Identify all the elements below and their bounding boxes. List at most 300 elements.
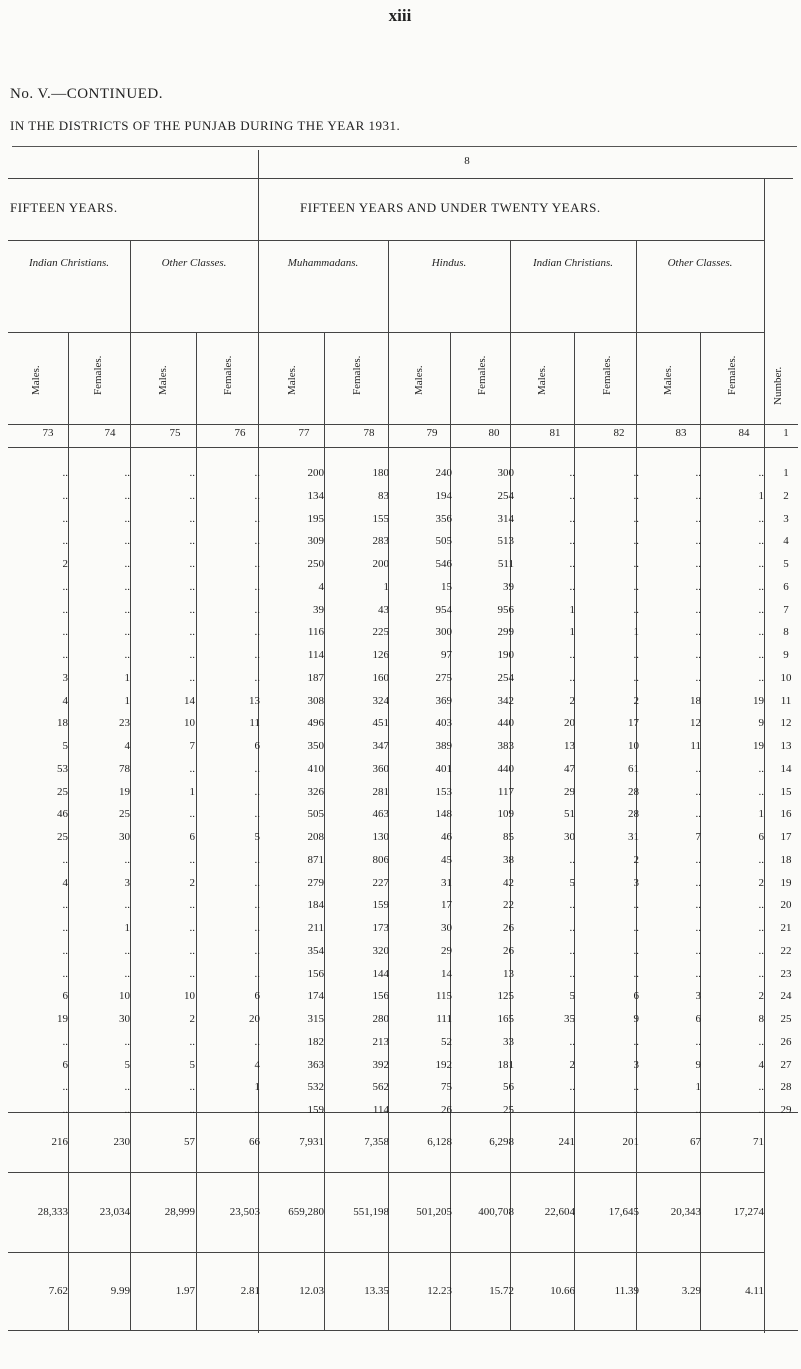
row-number: 25 [780, 1013, 792, 1025]
table-cell: 31 [441, 876, 452, 889]
table-cell: 320 [372, 944, 389, 957]
table-cell: 159 [372, 899, 389, 912]
table-cell: 30 [564, 831, 575, 843]
col-header: Males. [662, 365, 674, 395]
table-cell: 19 [119, 785, 130, 798]
table-cell: 116 [307, 626, 324, 639]
table-cell: .. [633, 967, 639, 980]
table-cell: 1 [383, 580, 389, 593]
table-cell: 30 [119, 831, 130, 843]
table-cell: 7 [189, 740, 195, 752]
table-cell: 410 [307, 762, 324, 775]
table-cell: 156 [307, 967, 324, 980]
ratio-cell: 11.39 [614, 1285, 639, 1297]
table-cell: 383 [497, 740, 514, 752]
table-cell: 28 [628, 785, 639, 798]
table-cell: .. [569, 899, 575, 912]
column-number: 84 [738, 427, 750, 439]
table-cell: .. [758, 535, 764, 548]
table-cell: .. [633, 512, 639, 525]
row-number: 26 [780, 1035, 792, 1048]
table-cell: 42 [503, 876, 514, 889]
table-cell: .. [254, 1035, 260, 1048]
table-cell: .. [633, 535, 639, 548]
table-cell: 14 [184, 694, 195, 707]
table-cell: 254 [497, 671, 514, 684]
subgroup-label: Other Classes. [667, 257, 733, 269]
column-number: 81 [549, 427, 561, 439]
table-cell: 83 [378, 489, 389, 502]
table-cell: 314 [497, 512, 514, 525]
table-cell: .. [569, 467, 575, 479]
row-number: 12 [780, 717, 792, 730]
table-cell: .. [189, 671, 195, 684]
table-cell: .. [124, 467, 130, 479]
table-cell: 148 [435, 808, 452, 821]
table-cell: 114 [372, 1104, 389, 1116]
table-cell: .. [254, 785, 260, 798]
table-cell: .. [254, 853, 260, 866]
table-cell: .. [569, 671, 575, 684]
grand-cell: 400,708 [478, 1206, 514, 1218]
total-cell: 201 [622, 1136, 639, 1148]
table-cell: 117 [497, 785, 514, 798]
row-number: 4 [783, 535, 789, 548]
table-cell: 4 [318, 580, 324, 593]
table-cell: 10 [184, 717, 195, 730]
table-cell: 39 [503, 580, 514, 593]
table-cell: 308 [307, 694, 324, 707]
grand-cell: 23,034 [99, 1206, 130, 1218]
table-cell: 392 [372, 1058, 389, 1071]
table-cell: 97 [441, 649, 452, 661]
table-cell: .. [695, 535, 701, 548]
table-cell: .. [758, 1104, 764, 1116]
grand-cell: 22,604 [544, 1206, 575, 1218]
table-cell: .. [695, 785, 701, 798]
table-cell: 52 [441, 1035, 452, 1048]
table-cell: 13 [249, 694, 260, 707]
table-cell: 155 [372, 512, 389, 525]
table-cell: 360 [372, 762, 389, 775]
table-cell: 300 [435, 626, 452, 639]
table-cell: 2 [758, 876, 764, 889]
table-cell: 192 [435, 1058, 452, 1071]
total-cell: 230 [113, 1136, 130, 1148]
table-cell: 159 [307, 1104, 324, 1116]
table-cell: .. [124, 853, 130, 866]
table-cell: 53 [57, 762, 68, 775]
table-cell: .. [189, 967, 195, 980]
table-cell: 200 [372, 558, 389, 570]
table-cell: .. [758, 671, 764, 684]
table-cell: 451 [372, 717, 389, 730]
row-number: 17 [780, 831, 792, 843]
table-cell: .. [633, 558, 639, 570]
row-number: 16 [780, 808, 792, 821]
row-number: 2 [783, 489, 789, 502]
table-cell: 47 [564, 762, 575, 775]
table-cell: 9 [695, 1058, 701, 1071]
col-header: Males. [413, 365, 425, 395]
table-cell: 26 [441, 1104, 452, 1116]
table-cell: .. [189, 1104, 195, 1116]
table-cell: 11 [690, 740, 701, 752]
table-cell: 114 [307, 649, 324, 661]
table-cell: 1 [124, 694, 130, 707]
table-cell: 20 [564, 717, 575, 730]
table-cell: 174 [307, 990, 324, 1003]
table-cell: 46 [57, 808, 68, 821]
table-cell: 30 [119, 1013, 130, 1025]
grand-cell: 20,343 [670, 1206, 701, 1218]
table-cell: 1 [124, 671, 130, 684]
table-cell: 1 [633, 626, 639, 639]
table-cell: .. [633, 899, 639, 912]
table-cell: .. [189, 467, 195, 479]
ratio-cell: 9.99 [110, 1285, 130, 1297]
table-cell: 309 [307, 535, 324, 548]
column-number: 83 [675, 427, 687, 439]
table-cell: .. [62, 967, 68, 980]
table-cell: 5 [124, 1058, 130, 1071]
table-cell: .. [569, 1035, 575, 1048]
table-cell: .. [62, 1081, 68, 1094]
table-cell: .. [758, 944, 764, 957]
table-cell: 324 [372, 694, 389, 707]
table-cell: 3 [633, 876, 639, 889]
group-right: FIFTEEN YEARS AND UNDER TWENTY YEARS. [300, 200, 601, 215]
table-cell: 5 [254, 831, 260, 843]
table-cell: 2 [189, 1013, 195, 1025]
table-cell: .. [695, 762, 701, 775]
ratio-cell: 15.72 [489, 1285, 514, 1297]
table-cell: 19 [753, 740, 764, 752]
row-number: 20 [780, 899, 792, 912]
table-cell: 1 [758, 489, 764, 502]
table-cell: .. [633, 671, 639, 684]
table-cell: 3 [695, 990, 701, 1003]
table-cell: .. [62, 922, 68, 934]
ratio-cell: 12.23 [427, 1285, 452, 1297]
column-number: 79 [426, 427, 438, 439]
table-cell: .. [254, 808, 260, 821]
table-cell: 19 [57, 1013, 68, 1025]
total-cell: 7,358 [364, 1136, 389, 1148]
table-cell: .. [758, 967, 764, 980]
table-cell: .. [569, 649, 575, 661]
ratio-cell: 4.11 [745, 1285, 764, 1297]
table-cell: .. [189, 899, 195, 912]
table-cell: 511 [497, 558, 514, 570]
table-cell: 4 [254, 1058, 260, 1071]
column-number: 74 [104, 427, 116, 439]
table-cell: 22 [503, 899, 514, 912]
table-cell: 17 [441, 899, 452, 912]
ratio-cell: 10.66 [550, 1285, 575, 1297]
rule [8, 1252, 764, 1253]
table-cell: .. [124, 626, 130, 639]
divider [196, 332, 197, 1330]
table-cell: .. [695, 626, 701, 639]
subgroup-label: Indian Christians. [28, 257, 110, 269]
table-cell: .. [758, 899, 764, 912]
grand-cell: 28,999 [164, 1206, 195, 1218]
table-cell: 39 [313, 603, 324, 616]
table-cell: .. [189, 808, 195, 821]
table-cell: 190 [497, 649, 514, 661]
table-cell: .. [124, 580, 130, 593]
header-rule [8, 178, 793, 179]
divider [324, 332, 325, 1330]
table-cell: 225 [372, 626, 389, 639]
table-cell: 109 [497, 808, 514, 821]
table-cell: 250 [307, 558, 324, 570]
table-cell: 5 [189, 1058, 195, 1071]
table-cell: .. [124, 1081, 130, 1094]
table-cell: .. [124, 489, 130, 502]
total-cell: 216 [51, 1136, 68, 1148]
table-cell: .. [124, 649, 130, 661]
table-cell: 61 [628, 762, 639, 775]
table-cell: 165 [497, 1013, 514, 1025]
table-cell: 6 [62, 990, 68, 1003]
table-cell: 496 [307, 717, 324, 730]
table-cell: 4 [62, 876, 68, 889]
table-cell: 85 [503, 831, 514, 843]
table-cell: 1 [695, 1081, 701, 1094]
table-cell: .. [569, 535, 575, 548]
column-number: 76 [234, 427, 246, 439]
table-cell: 6 [695, 1013, 701, 1025]
table-cell: 156 [372, 990, 389, 1003]
table-cell: 30 [441, 922, 452, 934]
table-cell: .. [124, 558, 130, 570]
table-cell: 144 [372, 967, 389, 980]
table-cell: 10 [184, 990, 195, 1003]
row-number: 23 [780, 967, 792, 980]
table-cell: 5 [62, 740, 68, 752]
table-cell: .. [633, 603, 639, 616]
table-cell: 315 [307, 1013, 324, 1025]
table-cell: .. [254, 467, 260, 479]
table-cell: 505 [435, 535, 452, 548]
table-cell: .. [569, 922, 575, 934]
table-cell: 871 [307, 853, 324, 866]
row-number: 21 [780, 922, 792, 934]
table-cell: .. [695, 649, 701, 661]
table-cell: .. [633, 1035, 639, 1048]
table-cell: 369 [435, 694, 452, 707]
col-header: Males. [30, 365, 42, 395]
table-cell: 126 [372, 649, 389, 661]
grand-cell: 551,198 [353, 1206, 389, 1218]
row-number: 28 [780, 1081, 792, 1094]
table-cell: 440 [497, 762, 514, 775]
col-header: Males. [536, 365, 548, 395]
table-cell: 13 [564, 740, 575, 752]
page-number: xiii [388, 6, 412, 25]
table-cell: .. [189, 603, 195, 616]
row-number: 11 [780, 694, 792, 707]
rule [258, 240, 764, 241]
table-cell: 43 [378, 603, 389, 616]
row-number: 10 [780, 671, 792, 684]
table-cell: 326 [307, 785, 324, 798]
table-cell: 26 [503, 922, 514, 934]
table-cell: 17 [628, 717, 639, 730]
table-cell: 10 [119, 990, 130, 1003]
table-cell: 153 [435, 785, 452, 798]
table-cell: 356 [435, 512, 452, 525]
table-cell: 19 [753, 694, 764, 707]
table-cell: 78 [119, 762, 130, 775]
row-number: 15 [780, 785, 792, 798]
grand-cell: 23,503 [229, 1206, 260, 1218]
table-cell: 208 [307, 831, 324, 843]
table-cell: 227 [372, 876, 389, 889]
table-cell: 111 [436, 1013, 452, 1025]
table-cell: 403 [435, 717, 452, 730]
table-cell: .. [62, 603, 68, 616]
row-number: 1 [783, 467, 789, 479]
row-number: 29 [780, 1104, 792, 1116]
grand-cell: 501,205 [416, 1206, 452, 1218]
row-number: 6 [783, 580, 789, 593]
grand-cell: 17,645 [608, 1206, 639, 1218]
table-cell: 11 [249, 717, 260, 730]
table-cell: 134 [307, 489, 324, 502]
table-cell: .. [189, 535, 195, 548]
table-cell: 10 [628, 740, 639, 752]
table-cell: .. [758, 467, 764, 479]
table-cell: 240 [435, 467, 452, 479]
table-cell: 350 [307, 740, 324, 752]
table-cell: .. [695, 467, 701, 479]
table-cell: .. [254, 580, 260, 593]
table-cell: .. [189, 558, 195, 570]
row-number: 7 [783, 603, 789, 616]
table-cell: .. [124, 603, 130, 616]
table-cell: 532 [307, 1081, 324, 1094]
total-cell: 71 [753, 1136, 764, 1148]
table-cell: .. [695, 853, 701, 866]
col-header: Females. [92, 355, 104, 395]
subgroup-label: Other Classes. [161, 257, 227, 269]
table-cell: 20 [249, 1013, 260, 1025]
table-cell: 280 [372, 1013, 389, 1025]
table-cell: .. [758, 558, 764, 570]
grand-cell: 17,274 [733, 1206, 764, 1218]
table-cell: 283 [372, 535, 389, 548]
table-cell: 3 [62, 671, 68, 684]
table-cell: 200 [307, 467, 324, 479]
table-cell: 29 [564, 785, 575, 798]
table-cell: .. [758, 626, 764, 639]
table-cell: .. [695, 558, 701, 570]
table-cell: 5 [569, 990, 575, 1003]
table-cell: 195 [307, 512, 324, 525]
table-cell: 8 [758, 1013, 764, 1025]
table-cell: 45 [441, 853, 452, 866]
subgroup-label: Hindus. [431, 257, 467, 269]
table-cell: .. [62, 512, 68, 525]
table-cell: 9 [633, 1013, 639, 1025]
table-cell: 130 [372, 831, 389, 843]
table-cell: .. [189, 512, 195, 525]
table-cell: 181 [497, 1058, 514, 1071]
table-cell: 6 [758, 831, 764, 843]
divider [130, 240, 131, 1330]
table-cell: 4 [758, 1058, 764, 1071]
column-number: 1 [783, 427, 789, 439]
table-cell: .. [189, 1081, 195, 1094]
table-cell: .. [695, 671, 701, 684]
col-header: Females. [726, 355, 738, 395]
col-header: Males. [286, 365, 298, 395]
table-cell: 4 [124, 740, 130, 752]
row-number: 27 [780, 1058, 792, 1071]
row-number: 8 [783, 626, 789, 639]
table-cell: .. [62, 580, 68, 593]
table-cell: .. [758, 785, 764, 798]
table-cell: .. [189, 580, 195, 593]
divider [68, 332, 69, 1330]
table-cell: .. [124, 535, 130, 548]
table-cell: 187 [307, 671, 324, 684]
table-cell: .. [569, 967, 575, 980]
table-cell: 2 [189, 876, 195, 889]
table-cell: 363 [307, 1058, 324, 1071]
table-cell: 184 [307, 899, 324, 912]
table-cell: .. [62, 944, 68, 957]
table-cell: .. [189, 649, 195, 661]
table-cell: .. [758, 853, 764, 866]
table-cell: .. [633, 489, 639, 502]
table-cell: 1 [569, 626, 575, 639]
table-cell: 1 [189, 785, 195, 798]
total-cell: 7,931 [299, 1136, 324, 1148]
table-cell: .. [254, 876, 260, 889]
table-cell: .. [633, 649, 639, 661]
table-cell: 546 [435, 558, 452, 570]
table-cell: 354 [307, 944, 324, 957]
table-cell: .. [695, 1104, 701, 1116]
table-cell: 1 [124, 922, 130, 934]
table-cell: 342 [497, 694, 514, 707]
table-cell: .. [189, 626, 195, 639]
total-cell: 67 [690, 1136, 701, 1148]
grand-cell: 28,333 [37, 1206, 68, 1218]
table-cell: 806 [372, 853, 389, 866]
table-cell: 440 [497, 717, 514, 730]
table-cell: .. [124, 1035, 130, 1048]
table-cell: 6 [633, 990, 639, 1003]
subgroup-label: Muhammadans. [287, 257, 359, 269]
table-cell: 299 [497, 626, 514, 639]
rule [8, 447, 798, 448]
table-cell: 956 [497, 603, 514, 616]
table-cell: 7 [695, 831, 701, 843]
row-number: 14 [780, 762, 792, 775]
table-cell: 954 [435, 603, 452, 616]
table-cell: .. [633, 580, 639, 593]
table-cell: .. [695, 876, 701, 889]
table-cell: .. [62, 899, 68, 912]
table-cell: .. [569, 944, 575, 957]
subgroup-label: Indian Christians. [532, 257, 614, 269]
table-cell: .. [695, 922, 701, 934]
